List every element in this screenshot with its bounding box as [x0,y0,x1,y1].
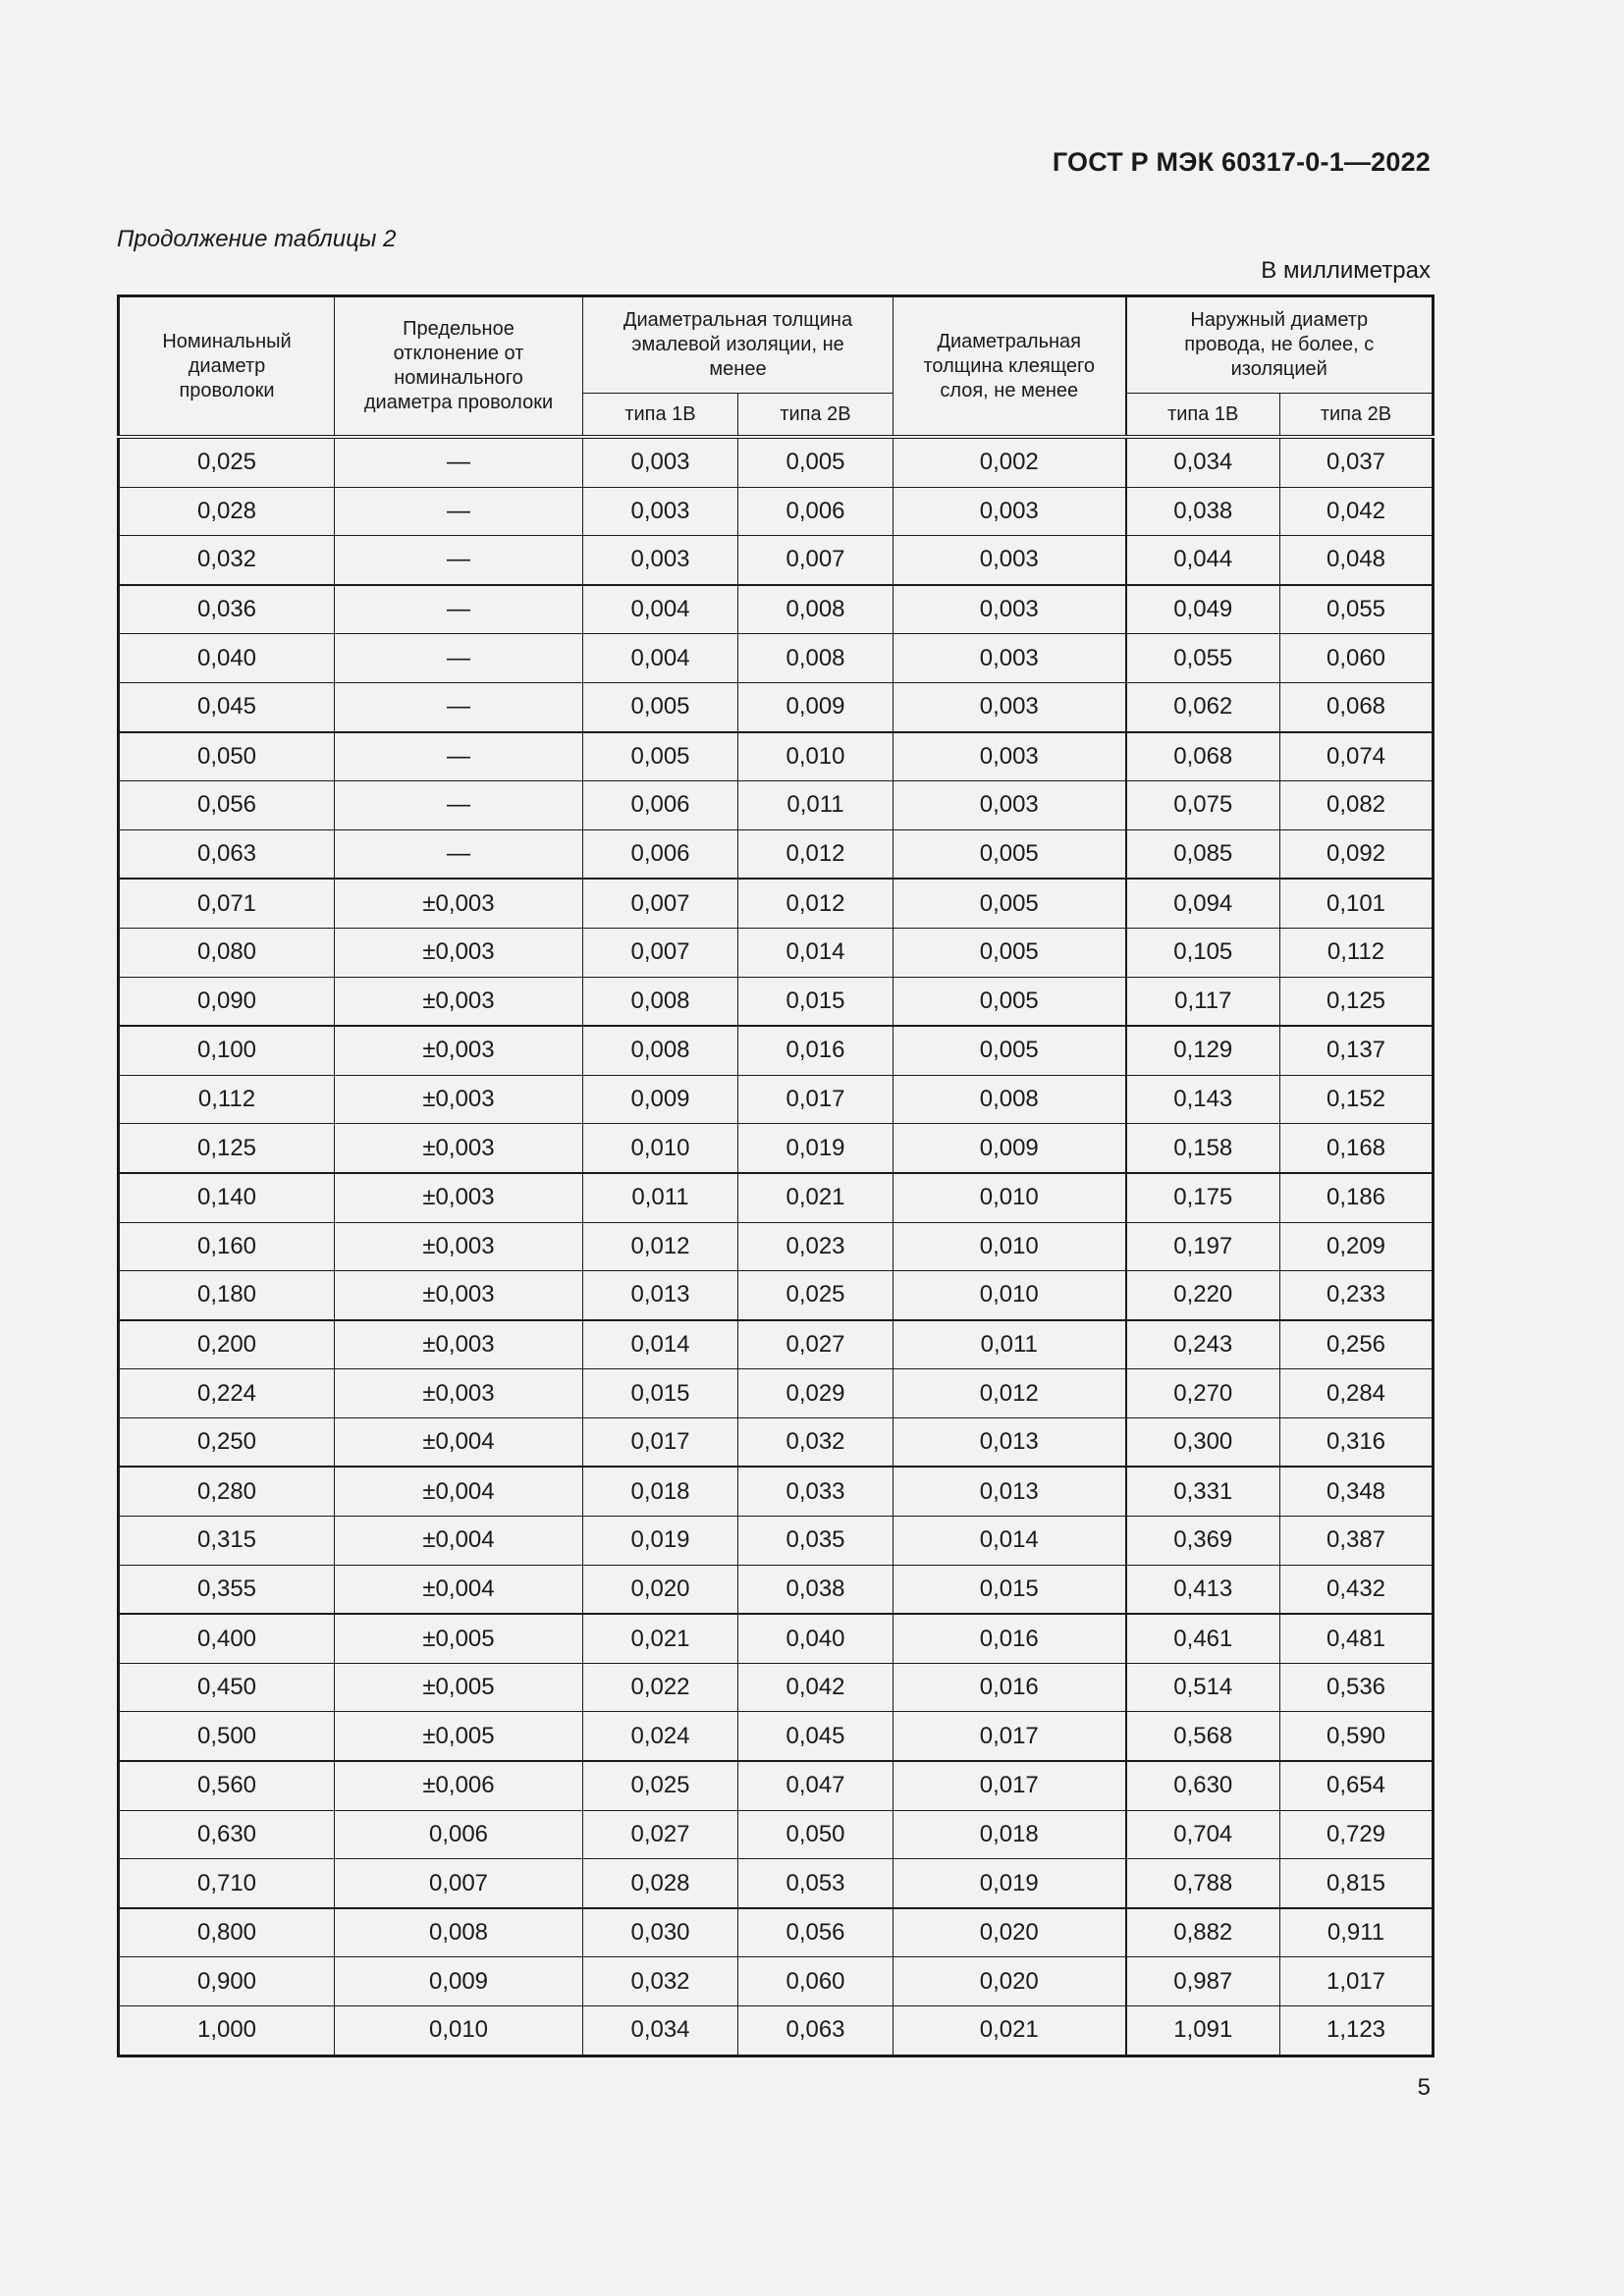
table-row [119,928,1434,977]
cell-enamel-1b: 0,010 [583,1124,738,1173]
cell-outer-1b: 0,630 [1126,1761,1280,1810]
header-nominal-diameter: Номинальный диаметр проволоки [119,296,335,438]
cell-enamel-2b: 0,050 [738,1810,893,1859]
table-row [119,634,1434,683]
table-row [119,1124,1434,1173]
cell-enamel-2b: 0,005 [738,437,893,487]
cell-enamel-1b: 0,009 [583,1075,738,1124]
cell-outer-1b: 0,055 [1126,634,1280,683]
cell-bond-layer: 0,013 [893,1467,1126,1516]
cell-enamel-2b: 0,021 [738,1173,893,1222]
cell-outer-2b: 0,082 [1280,781,1434,830]
cell-nominal-diameter: 0,450 [119,1663,335,1712]
table-row [119,732,1434,781]
cell-bond-layer: 0,003 [893,732,1126,781]
cell-enamel-2b: 0,047 [738,1761,893,1810]
cell-deviation: ±0,004 [335,1417,583,1467]
cell-outer-1b: 0,158 [1126,1124,1280,1173]
cell-outer-2b: 0,152 [1280,1075,1434,1124]
cell-deviation: ±0,005 [335,1614,583,1663]
cell-enamel-2b: 0,053 [738,1859,893,1908]
cell-bond-layer: 0,008 [893,1075,1126,1124]
cell-nominal-diameter: 0,025 [119,437,335,487]
cell-bond-layer: 0,005 [893,829,1126,879]
cell-enamel-2b: 0,042 [738,1663,893,1712]
cell-nominal-diameter: 0,036 [119,585,335,634]
cell-outer-1b: 0,175 [1126,1173,1280,1222]
cell-bond-layer: 0,021 [893,2006,1126,2056]
cell-enamel-2b: 0,006 [738,487,893,536]
cell-outer-1b: 1,091 [1126,2006,1280,2056]
cell-outer-2b: 0,074 [1280,732,1434,781]
cell-outer-2b: 0,590 [1280,1712,1434,1761]
cell-deviation: 0,010 [335,2006,583,2056]
cell-outer-1b: 0,062 [1126,682,1280,731]
cell-enamel-2b: 0,032 [738,1417,893,1467]
cell-enamel-2b: 0,016 [738,1026,893,1075]
cell-outer-1b: 0,568 [1126,1712,1280,1761]
cell-deviation: — [335,536,583,585]
cell-nominal-diameter: 0,180 [119,1271,335,1320]
cell-deviation: — [335,732,583,781]
cell-outer-2b: 1,123 [1280,2006,1434,2056]
cell-enamel-1b: 0,032 [583,1957,738,2006]
header-outer-type-1b: типа 1В [1126,394,1280,438]
cell-enamel-1b: 0,015 [583,1369,738,1418]
cell-deviation: ±0,003 [335,1124,583,1173]
cell-enamel-2b: 0,033 [738,1467,893,1516]
cell-nominal-diameter: 0,071 [119,879,335,928]
cell-deviation: — [335,781,583,830]
cell-deviation: — [335,437,583,487]
cell-outer-1b: 0,075 [1126,781,1280,830]
cell-bond-layer: 0,017 [893,1712,1126,1761]
cell-outer-1b: 0,788 [1126,1859,1280,1908]
cell-bond-layer: 0,011 [893,1320,1126,1369]
cell-enamel-2b: 0,027 [738,1320,893,1369]
cell-outer-1b: 0,413 [1126,1565,1280,1614]
cell-outer-1b: 0,514 [1126,1663,1280,1712]
cell-nominal-diameter: 0,315 [119,1517,335,1566]
cell-outer-1b: 0,243 [1126,1320,1280,1369]
cell-nominal-diameter: 0,250 [119,1417,335,1467]
table-row [119,585,1434,634]
cell-outer-2b: 0,092 [1280,829,1434,879]
table-row [119,781,1434,830]
cell-outer-1b: 0,034 [1126,437,1280,487]
cell-nominal-diameter: 0,200 [119,1320,335,1369]
header-outer-diameter: Наружный диаметр провода, не более, с изоляцией [1126,296,1434,394]
cell-bond-layer: 0,005 [893,977,1126,1026]
cell-outer-2b: 0,042 [1280,487,1434,536]
header-outer-type-2b: типа 2В [1280,394,1434,438]
cell-enamel-1b: 0,003 [583,487,738,536]
header-deviation: Предельное отклонение от номинального диаметра проволоки [335,296,583,438]
cell-bond-layer: 0,009 [893,1124,1126,1173]
units-note: В миллиметрах [1261,257,1431,284]
cell-nominal-diameter: 0,080 [119,928,335,977]
table-row [119,1467,1434,1516]
cell-enamel-1b: 0,034 [583,2006,738,2056]
table-row [119,1908,1434,1957]
cell-enamel-1b: 0,006 [583,829,738,879]
cell-enamel-2b: 0,007 [738,536,893,585]
cell-deviation: ±0,004 [335,1565,583,1614]
cell-enamel-1b: 0,024 [583,1712,738,1761]
cell-enamel-1b: 0,019 [583,1517,738,1566]
cell-outer-2b: 0,048 [1280,536,1434,585]
cell-nominal-diameter: 0,125 [119,1124,335,1173]
header-enamel-type-1b: типа 1В [583,394,738,438]
cell-outer-2b: 0,348 [1280,1467,1434,1516]
cell-deviation: ±0,003 [335,1026,583,1075]
cell-bond-layer: 0,020 [893,1908,1126,1957]
cell-deviation: — [335,682,583,731]
cell-nominal-diameter: 0,056 [119,781,335,830]
cell-enamel-2b: 0,063 [738,2006,893,2056]
table-caption: Продолжение таблицы 2 [117,226,397,252]
cell-enamel-1b: 0,017 [583,1417,738,1467]
cell-outer-2b: 0,729 [1280,1810,1434,1859]
cell-deviation: ±0,006 [335,1761,583,1810]
cell-enamel-2b: 0,011 [738,781,893,830]
cell-outer-1b: 0,197 [1126,1222,1280,1271]
cell-enamel-2b: 0,035 [738,1517,893,1566]
cell-outer-2b: 0,168 [1280,1124,1434,1173]
cell-nominal-diameter: 0,100 [119,1026,335,1075]
cell-nominal-diameter: 0,140 [119,1173,335,1222]
cell-enamel-1b: 0,003 [583,437,738,487]
cell-enamel-2b: 0,038 [738,1565,893,1614]
table-row [119,1859,1434,1908]
cell-outer-1b: 0,461 [1126,1614,1280,1663]
cell-outer-2b: 0,137 [1280,1026,1434,1075]
table-row [119,2006,1434,2056]
cell-deviation: 0,006 [335,1810,583,1859]
table-row [119,1957,1434,2006]
cell-outer-1b: 0,143 [1126,1075,1280,1124]
cell-enamel-2b: 0,045 [738,1712,893,1761]
cell-deviation: 0,008 [335,1908,583,1957]
table-row [119,1417,1434,1467]
cell-bond-layer: 0,005 [893,1026,1126,1075]
cell-outer-2b: 0,432 [1280,1565,1434,1614]
cell-bond-layer: 0,003 [893,781,1126,830]
cell-deviation: ±0,003 [335,1222,583,1271]
cell-enamel-1b: 0,005 [583,682,738,731]
cell-nominal-diameter: 0,630 [119,1810,335,1859]
cell-enamel-1b: 0,007 [583,879,738,928]
cell-outer-1b: 0,331 [1126,1467,1280,1516]
cell-outer-1b: 0,987 [1126,1957,1280,2006]
header-bond-layer: Диаметральная толщина клеящего слоя, не менее [893,296,1126,438]
cell-outer-2b: 0,233 [1280,1271,1434,1320]
cell-enamel-1b: 0,014 [583,1320,738,1369]
wire-dimensions-table [117,294,1435,2057]
header-enamel-thickness: Диаметральная толщина эмалевой изоляции, не менее [583,296,893,394]
cell-enamel-1b: 0,020 [583,1565,738,1614]
cell-outer-1b: 0,300 [1126,1417,1280,1467]
cell-outer-2b: 0,284 [1280,1369,1434,1418]
cell-enamel-1b: 0,008 [583,977,738,1026]
cell-bond-layer: 0,014 [893,1517,1126,1566]
cell-deviation: ±0,003 [335,1173,583,1222]
cell-enamel-1b: 0,018 [583,1467,738,1516]
cell-outer-1b: 0,044 [1126,536,1280,585]
cell-bond-layer: 0,015 [893,1565,1126,1614]
cell-nominal-diameter: 0,040 [119,634,335,683]
cell-outer-1b: 0,882 [1126,1908,1280,1957]
cell-nominal-diameter: 0,355 [119,1565,335,1614]
cell-enamel-2b: 0,012 [738,829,893,879]
table-row [119,1369,1434,1418]
cell-outer-1b: 0,068 [1126,732,1280,781]
cell-bond-layer: 0,003 [893,634,1126,683]
cell-enamel-2b: 0,019 [738,1124,893,1173]
table-row [119,1320,1434,1369]
cell-deviation: ±0,003 [335,1271,583,1320]
table-row [119,829,1434,879]
cell-enamel-2b: 0,014 [738,928,893,977]
cell-enamel-2b: 0,040 [738,1614,893,1663]
table-row [119,1173,1434,1222]
cell-nominal-diameter: 0,800 [119,1908,335,1957]
cell-nominal-diameter: 0,710 [119,1859,335,1908]
table-row [119,1712,1434,1761]
table-row [119,1271,1434,1320]
cell-deviation: — [335,829,583,879]
table-body [119,437,1434,2056]
cell-nominal-diameter: 0,560 [119,1761,335,1810]
cell-enamel-1b: 0,012 [583,1222,738,1271]
cell-enamel-2b: 0,017 [738,1075,893,1124]
cell-nominal-diameter: 0,224 [119,1369,335,1418]
cell-outer-2b: 0,055 [1280,585,1434,634]
cell-bond-layer: 0,013 [893,1417,1126,1467]
cell-enamel-1b: 0,030 [583,1908,738,1957]
cell-outer-2b: 1,017 [1280,1957,1434,2006]
cell-outer-2b: 0,101 [1280,879,1434,928]
cell-outer-1b: 0,220 [1126,1271,1280,1320]
cell-enamel-2b: 0,008 [738,585,893,634]
cell-bond-layer: 0,002 [893,437,1126,487]
cell-outer-2b: 0,316 [1280,1417,1434,1467]
cell-bond-layer: 0,020 [893,1957,1126,2006]
cell-deviation: ±0,003 [335,1320,583,1369]
cell-enamel-2b: 0,009 [738,682,893,731]
cell-deviation: 0,009 [335,1957,583,2006]
cell-deviation: 0,007 [335,1859,583,1908]
cell-outer-2b: 0,112 [1280,928,1434,977]
cell-bond-layer: 0,016 [893,1663,1126,1712]
cell-enamel-1b: 0,008 [583,1026,738,1075]
cell-deviation: — [335,634,583,683]
cell-nominal-diameter: 1,000 [119,2006,335,2056]
cell-outer-2b: 0,387 [1280,1517,1434,1566]
cell-enamel-2b: 0,012 [738,879,893,928]
table-row [119,536,1434,585]
cell-outer-1b: 0,270 [1126,1369,1280,1418]
cell-deviation: ±0,005 [335,1712,583,1761]
cell-nominal-diameter: 0,900 [119,1957,335,2006]
cell-nominal-diameter: 0,063 [119,829,335,879]
cell-deviation: ±0,003 [335,928,583,977]
cell-bond-layer: 0,003 [893,585,1126,634]
table-row [119,1026,1434,1075]
cell-nominal-diameter: 0,500 [119,1712,335,1761]
cell-bond-layer: 0,010 [893,1222,1126,1271]
cell-deviation: ±0,005 [335,1663,583,1712]
table-row [119,1517,1434,1566]
cell-bond-layer: 0,010 [893,1271,1126,1320]
table-row [119,977,1434,1026]
cell-deviation: ±0,003 [335,1075,583,1124]
cell-bond-layer: 0,005 [893,879,1126,928]
table-row [119,1075,1434,1124]
cell-outer-1b: 0,704 [1126,1810,1280,1859]
cell-nominal-diameter: 0,045 [119,682,335,731]
cell-deviation: ±0,003 [335,879,583,928]
cell-nominal-diameter: 0,160 [119,1222,335,1271]
header-enamel-type-2b: типа 2В [738,394,893,438]
cell-nominal-diameter: 0,028 [119,487,335,536]
page-number: 5 [1417,2074,1431,2101]
cell-outer-1b: 0,369 [1126,1517,1280,1566]
cell-outer-1b: 0,085 [1126,829,1280,879]
table-row [119,1810,1434,1859]
cell-enamel-2b: 0,029 [738,1369,893,1418]
cell-nominal-diameter: 0,050 [119,732,335,781]
cell-outer-2b: 0,186 [1280,1173,1434,1222]
cell-outer-1b: 0,038 [1126,487,1280,536]
table-row [119,1565,1434,1614]
cell-enamel-2b: 0,015 [738,977,893,1026]
cell-deviation: — [335,585,583,634]
table-row [119,487,1434,536]
document-code: ГОСТ Р МЭК 60317-0-1—2022 [1052,147,1431,177]
cell-enamel-1b: 0,003 [583,536,738,585]
cell-enamel-2b: 0,008 [738,634,893,683]
cell-nominal-diameter: 0,032 [119,536,335,585]
cell-enamel-1b: 0,011 [583,1173,738,1222]
cell-outer-2b: 0,068 [1280,682,1434,731]
cell-outer-2b: 0,256 [1280,1320,1434,1369]
cell-enamel-1b: 0,025 [583,1761,738,1810]
cell-enamel-1b: 0,028 [583,1859,738,1908]
cell-enamel-1b: 0,006 [583,781,738,830]
table-row [119,879,1434,928]
cell-enamel-1b: 0,007 [583,928,738,977]
table-row [119,1222,1434,1271]
cell-bond-layer: 0,018 [893,1810,1126,1859]
cell-deviation: ±0,003 [335,1369,583,1418]
cell-enamel-2b: 0,060 [738,1957,893,2006]
cell-outer-2b: 0,536 [1280,1663,1434,1712]
cell-enamel-1b: 0,027 [583,1810,738,1859]
cell-enamel-2b: 0,056 [738,1908,893,1957]
cell-bond-layer: 0,016 [893,1614,1126,1663]
cell-bond-layer: 0,003 [893,487,1126,536]
cell-outer-2b: 0,815 [1280,1859,1434,1908]
table-row [119,437,1434,487]
cell-bond-layer: 0,003 [893,536,1126,585]
cell-outer-1b: 0,129 [1126,1026,1280,1075]
cell-bond-layer: 0,019 [893,1859,1126,1908]
cell-outer-2b: 0,125 [1280,977,1434,1026]
table-row [119,1663,1434,1712]
cell-outer-2b: 0,060 [1280,634,1434,683]
cell-outer-2b: 0,654 [1280,1761,1434,1810]
cell-outer-2b: 0,481 [1280,1614,1434,1663]
table-row [119,1614,1434,1663]
cell-bond-layer: 0,003 [893,682,1126,731]
cell-outer-1b: 0,094 [1126,879,1280,928]
cell-bond-layer: 0,012 [893,1369,1126,1418]
cell-deviation: — [335,487,583,536]
cell-bond-layer: 0,017 [893,1761,1126,1810]
cell-nominal-diameter: 0,112 [119,1075,335,1124]
cell-bond-layer: 0,010 [893,1173,1126,1222]
cell-enamel-1b: 0,005 [583,732,738,781]
cell-outer-2b: 0,911 [1280,1908,1434,1957]
table-row [119,1761,1434,1810]
cell-nominal-diameter: 0,400 [119,1614,335,1663]
cell-enamel-2b: 0,025 [738,1271,893,1320]
cell-deviation: ±0,004 [335,1467,583,1516]
cell-enamel-1b: 0,004 [583,634,738,683]
cell-enamel-1b: 0,022 [583,1663,738,1712]
cell-deviation: ±0,003 [335,977,583,1026]
cell-enamel-1b: 0,021 [583,1614,738,1663]
cell-enamel-2b: 0,023 [738,1222,893,1271]
cell-enamel-1b: 0,013 [583,1271,738,1320]
cell-outer-2b: 0,209 [1280,1222,1434,1271]
cell-outer-1b: 0,105 [1126,928,1280,977]
cell-outer-2b: 0,037 [1280,437,1434,487]
cell-enamel-1b: 0,004 [583,585,738,634]
cell-outer-1b: 0,117 [1126,977,1280,1026]
cell-outer-1b: 0,049 [1126,585,1280,634]
cell-nominal-diameter: 0,280 [119,1467,335,1516]
table-row [119,682,1434,731]
cell-deviation: ±0,004 [335,1517,583,1566]
cell-bond-layer: 0,005 [893,928,1126,977]
cell-nominal-diameter: 0,090 [119,977,335,1026]
cell-enamel-2b: 0,010 [738,732,893,781]
